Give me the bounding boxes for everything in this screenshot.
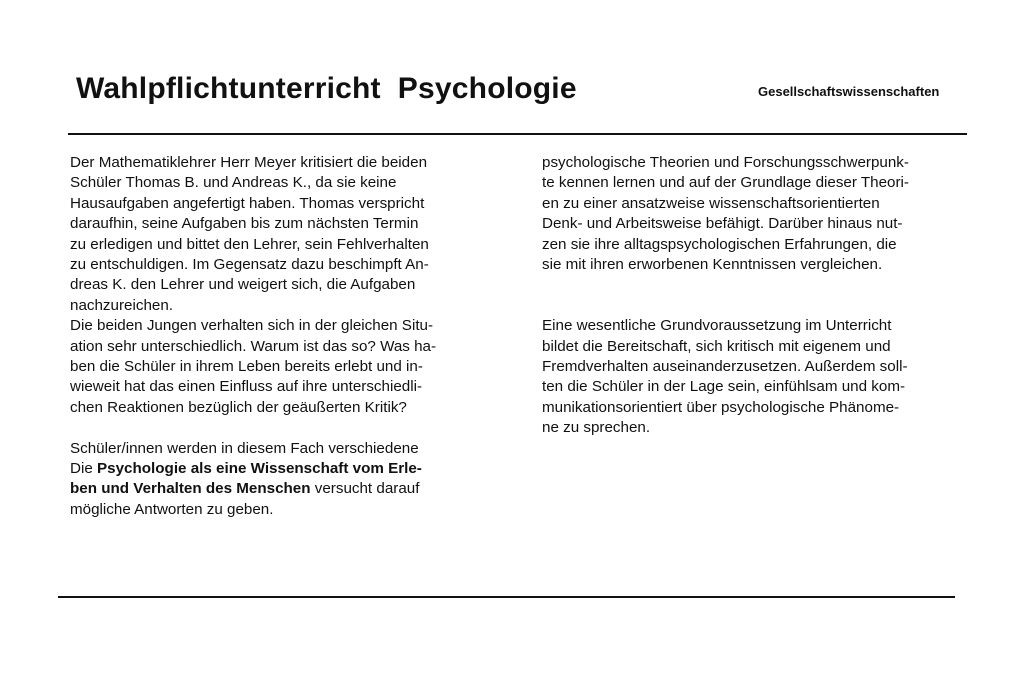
text-line: Hausaufgaben angefertigt haben. Thomas verspricht	[70, 194, 425, 212]
paragraph-spacer	[542, 275, 982, 316]
text-line: chen Reaktionen bezüglich der geäußerten Kritik?	[70, 398, 407, 416]
paragraph-spacer	[70, 418, 510, 438]
question-paragraph	[70, 316, 510, 418]
text-line: ten die Schüler in der Lage sein, einfühlsam und kom-	[542, 378, 906, 396]
text-line: sie mit ihren erworbenen Kenntnissen vergleichen.	[542, 256, 883, 274]
bold-definition: Psychologie als eine Wissenschaft vom Erle-	[97, 460, 422, 478]
text-line: ation sehr unterschiedlich. Warum ist das so? Was ha-	[70, 337, 437, 355]
case-description-paragraph	[70, 153, 510, 316]
requirements-paragraph	[542, 316, 982, 438]
text-line	[70, 479, 510, 499]
text-line: Fremdverhalten auseinanderzusetzen. Außerdem soll-	[542, 358, 908, 376]
bold-definition: ben und Verhalten des Menschen	[70, 480, 311, 498]
footer-divider	[58, 596, 955, 598]
subject-area-label: Gesellschaftswissenschaften	[758, 84, 940, 99]
text-line: nachzureichen.	[70, 296, 174, 314]
text-line: Denk- und Arbeitsweise befähigt. Darüber hinaus nut-	[542, 215, 903, 233]
text-line: zen sie ihre alltagspsychologischen Erfahrungen, die	[542, 235, 897, 253]
text-line: mögliche Antworten zu geben.	[70, 500, 274, 518]
continuation-paragraph	[542, 153, 982, 275]
left-column	[70, 153, 510, 520]
intro-paragraph	[70, 439, 510, 521]
right-column	[542, 153, 982, 439]
text-line: zu erledigen und bittet den Lehrer, sein Fehlverhalten	[70, 235, 429, 253]
text-line	[70, 459, 510, 479]
text-line: Schüler Thomas B. und Andreas K., da sie keine	[70, 174, 397, 192]
header-divider	[68, 133, 967, 135]
text-line: Der Mathematiklehrer Herr Meyer kritisiert die beiden	[70, 154, 428, 171]
text-run: Die	[70, 460, 98, 478]
text-line: munikationsorientiert über psychologische Phänome-	[542, 398, 900, 416]
text-line: ben die Schüler in ihrem Leben bereits erlebt und in-	[70, 358, 423, 376]
text-line: Eine wesentliche Grundvoraussetzung im Unterricht	[542, 317, 892, 335]
text-line: te kennen lernen und auf der Grundlage dieser Theori-	[542, 174, 909, 192]
text-line: en zu einer ansatzweise wissenschaftsorientierten	[542, 194, 880, 212]
text-line: dreas K. den Lehrer und weigert sich, die Aufgaben	[70, 276, 416, 294]
text-line: bildet die Bereitschaft, sich kritisch mit eigenem und	[542, 337, 891, 355]
text-line: psychologische Theorien und Forschungsschwerpunk-	[542, 154, 909, 171]
text-line: ne zu sprechen.	[542, 419, 651, 437]
text-line: Die beiden Jungen verhalten sich in der gleichen Situ-	[70, 317, 434, 335]
page-title: Wahlpflichtunterricht Psychologie	[76, 72, 577, 105]
text-line: zu entschuldigen. Im Gegensatz dazu beschimpft An-	[70, 256, 429, 274]
text-line: daraufhin, seine Aufgaben bis zum nächsten Termin	[70, 215, 419, 233]
text-run: versucht darauf	[310, 480, 420, 498]
text-line: wieweit hat das einen Einfluss auf ihre unterschiedli-	[70, 378, 423, 396]
text-line: Schüler/innen werden in diesem Fach verschiedene	[70, 439, 419, 457]
